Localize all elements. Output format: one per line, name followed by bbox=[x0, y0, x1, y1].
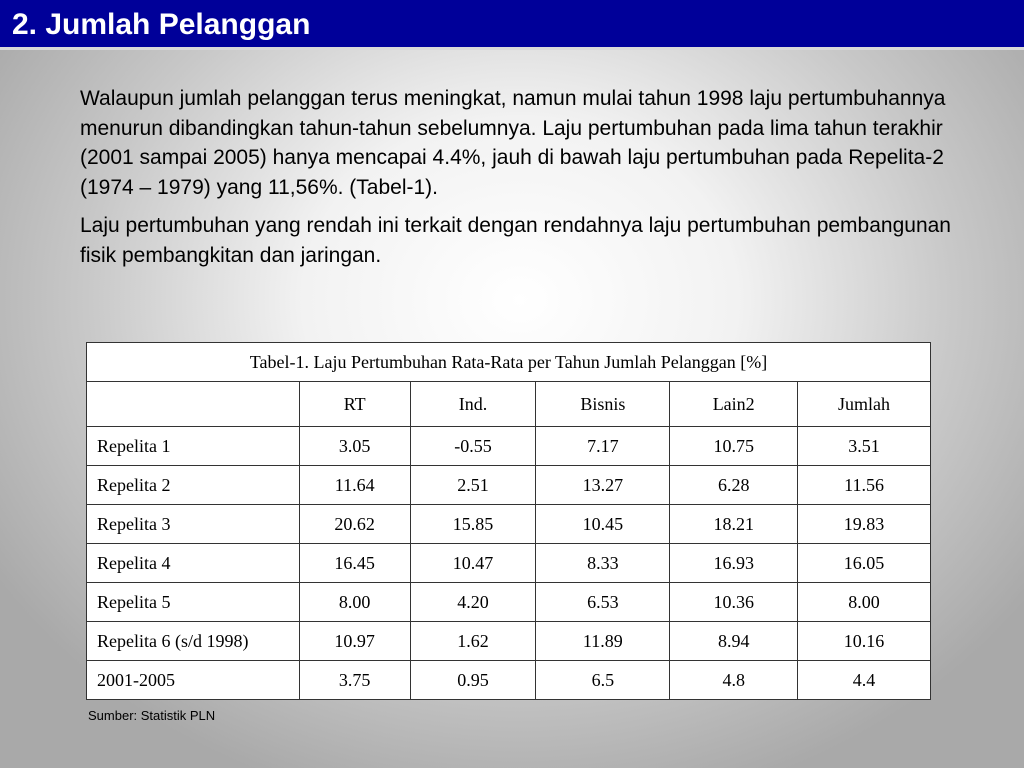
growth-table bbox=[86, 342, 931, 700]
value-cell: 3.05 bbox=[299, 427, 410, 466]
value-cell: 11.64 bbox=[299, 466, 410, 505]
value-cell: 6.28 bbox=[670, 466, 798, 505]
table-row bbox=[87, 661, 931, 700]
value-cell: 10.47 bbox=[410, 544, 536, 583]
title-bar bbox=[0, 0, 1024, 50]
row-label-cell: Repelita 3 bbox=[87, 505, 300, 544]
value-cell: 2.51 bbox=[410, 466, 536, 505]
row-label-cell: Repelita 1 bbox=[87, 427, 300, 466]
value-cell: 10.75 bbox=[670, 427, 798, 466]
table-row bbox=[87, 427, 931, 466]
table-row bbox=[87, 583, 931, 622]
table-caption: Tabel-1. Laju Pertumbuhan Rata-Rata per Tahun Jumlah Pelanggan [%] bbox=[87, 343, 931, 382]
value-cell: 10.45 bbox=[536, 505, 670, 544]
value-cell: 6.53 bbox=[536, 583, 670, 622]
table-header-row bbox=[87, 382, 931, 427]
body-text bbox=[80, 84, 985, 279]
value-cell: 3.75 bbox=[299, 661, 410, 700]
header-cell bbox=[87, 382, 300, 427]
value-cell: 3.51 bbox=[798, 427, 931, 466]
source-note: Sumber: Statistik PLN bbox=[88, 708, 216, 723]
header-cell: Ind. bbox=[410, 382, 536, 427]
value-cell: 8.94 bbox=[670, 622, 798, 661]
value-cell: -0.55 bbox=[410, 427, 536, 466]
header-cell: Bisnis bbox=[536, 382, 670, 427]
value-cell: 16.93 bbox=[670, 544, 798, 583]
value-cell: 11.89 bbox=[536, 622, 670, 661]
header-cell: Jumlah bbox=[798, 382, 931, 427]
table-row bbox=[87, 622, 931, 661]
value-cell: 4.20 bbox=[410, 583, 536, 622]
value-cell: 10.16 bbox=[798, 622, 931, 661]
row-label-cell: Repelita 5 bbox=[87, 583, 300, 622]
value-cell: 13.27 bbox=[536, 466, 670, 505]
value-cell: 6.5 bbox=[536, 661, 670, 700]
row-label-cell: Repelita 6 (s/d 1998) bbox=[87, 622, 300, 661]
value-cell: 16.45 bbox=[299, 544, 410, 583]
slide-title: 2. Jumlah Pelanggan bbox=[12, 8, 311, 41]
value-cell: 4.4 bbox=[798, 661, 931, 700]
value-cell: 10.36 bbox=[670, 583, 798, 622]
value-cell: 11.56 bbox=[798, 466, 931, 505]
value-cell: 7.17 bbox=[536, 427, 670, 466]
table-caption-row bbox=[87, 343, 931, 382]
row-label-cell: Repelita 2 bbox=[87, 466, 300, 505]
value-cell: 15.85 bbox=[410, 505, 536, 544]
value-cell: 8.33 bbox=[536, 544, 670, 583]
value-cell: 1.62 bbox=[410, 622, 536, 661]
header-cell: Lain2 bbox=[670, 382, 798, 427]
table-row bbox=[87, 544, 931, 583]
value-cell: 8.00 bbox=[798, 583, 931, 622]
table-row bbox=[87, 466, 931, 505]
table-row bbox=[87, 505, 931, 544]
value-cell: 10.97 bbox=[299, 622, 410, 661]
header-cell: RT bbox=[299, 382, 410, 427]
paragraph-1: Walaupun jumlah pelanggan terus meningkat, namun mulai tahun 1998 laju pertumbuhannya menurun dibandingkan tahun-tahun sebelumnya. Laju pertumbuhan pada lima tahun terakhir (2001 sampai 2005) hanya mencapai 4.4%, jauh di bawah laju pertumbuhan pada Repelita-2 (1974 – 1979) yang 11,56%. (Tabel-1). bbox=[80, 87, 946, 199]
value-cell: 8.00 bbox=[299, 583, 410, 622]
row-label-cell: 2001-2005 bbox=[87, 661, 300, 700]
row-label-cell: Repelita 4 bbox=[87, 544, 300, 583]
value-cell: 19.83 bbox=[798, 505, 931, 544]
value-cell: 0.95 bbox=[410, 661, 536, 700]
value-cell: 20.62 bbox=[299, 505, 410, 544]
value-cell: 16.05 bbox=[798, 544, 931, 583]
value-cell: 18.21 bbox=[670, 505, 798, 544]
paragraph-2: Laju pertumbuhan yang rendah ini terkait dengan rendahnya laju pertumbuhan pembangunan fisik pembangkitan dan jaringan. bbox=[80, 214, 951, 267]
value-cell: 4.8 bbox=[670, 661, 798, 700]
